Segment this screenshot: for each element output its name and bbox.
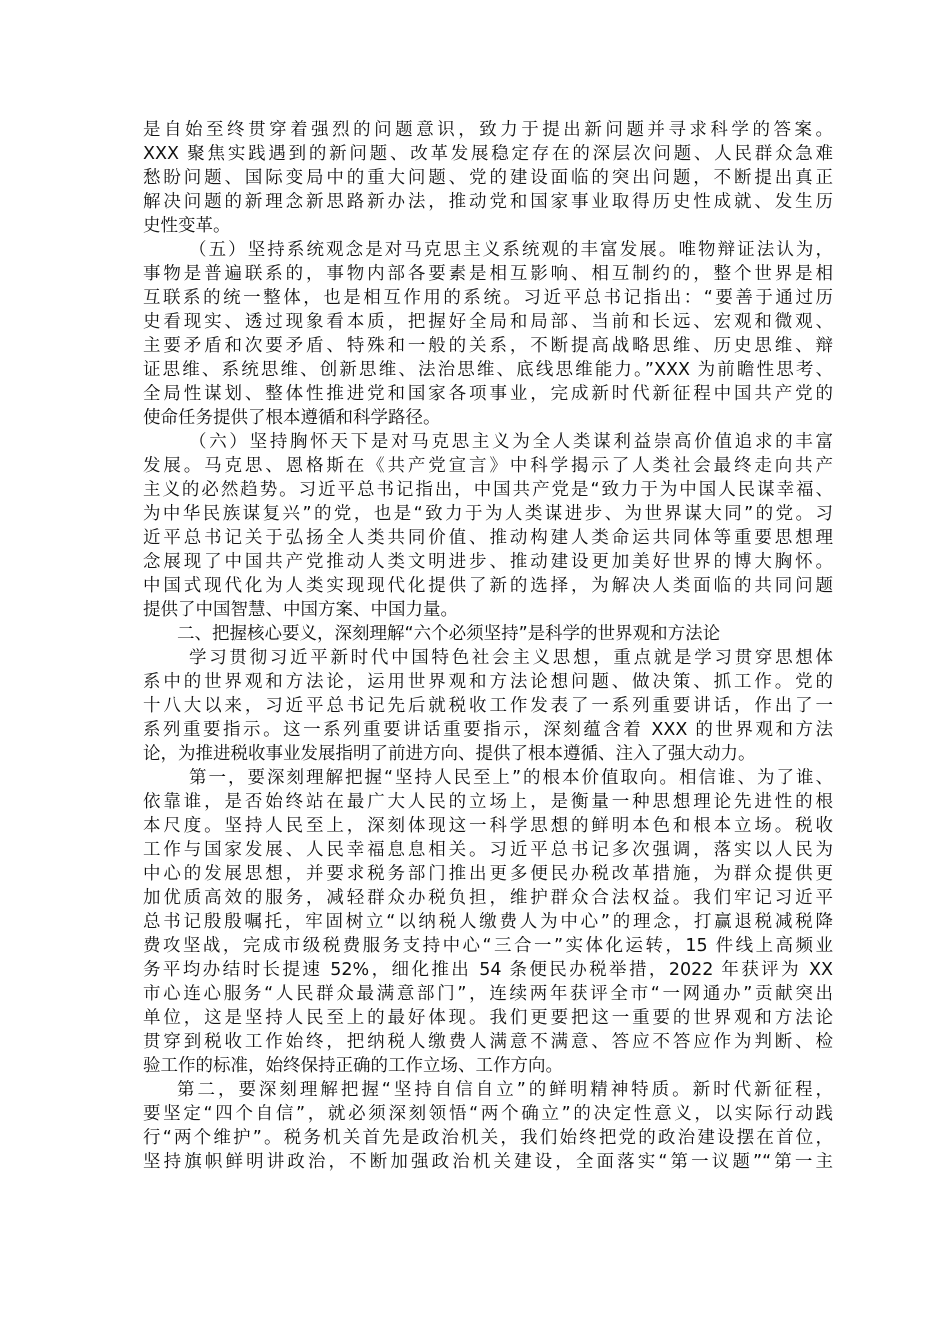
- text-line: 念展现了中国共产党推动人类文明进步、推动建设更加美好世界的博大胸怀。: [143, 552, 833, 572]
- text-line: 是自始至终贯穿着强烈的问题意识，致力于提出新问题并寻求科学的答案。: [143, 120, 833, 140]
- text-line: 行“两个维护”。税务机关首先是政治机关，我们始终把党的政治建设摆在首位，: [143, 1128, 833, 1148]
- text-line: 主义的必然趋势。习近平总书记指出，中国共产党是“致力于为中国人民谋幸福、: [143, 480, 833, 500]
- text-line: 加优质高效的服务，减轻群众办税负担，维护群众合法权益。我们牢记习近平: [143, 888, 833, 908]
- text-line: 提供了中国智慧、中国方案、中国力量。: [143, 600, 458, 620]
- text-line: 中心的发展思想，并要求税务部门推出更多便民办税改革措施，为群众提供更: [143, 864, 833, 884]
- text-line: 十八大以来，习近平总书记先后就税收工作发表了一系列重要讲话，作出了一: [143, 696, 833, 716]
- text-line: 为中华民族谋复兴”的党，也是“致力于为人类谋进步、为世界谋大同”的党。习: [143, 504, 833, 524]
- section-heading: 二、把握核心要义，深刻理解“六个必须坚持”是科学的世界观和方法论: [177, 624, 721, 644]
- text-line: 工作与国家发展、人民幸福息息相关。习近平总书记多次强调，落实以人民为: [143, 840, 833, 860]
- text-line: 第一，要深刻理解把握“坚持人民至上”的根本价值取向。相信谁、为了谁、: [189, 768, 833, 788]
- text-line: 依靠谁，是否始终站在最广大人民的立场上，是衡量一种思想理论先进性的根: [143, 792, 833, 812]
- text-line: 费攻坚战，完成市级税费服务支持中心“三合一”实体化运转，15 件线上高频业: [143, 936, 833, 956]
- text-line: 论，为推进税收事业发展指明了前进方向、提供了根本遵循、注入了强大动力。: [143, 744, 756, 764]
- text-line: 学习贯彻习近平新时代中国特色社会主义思想，重点就是学习贯穿思想体: [189, 648, 833, 668]
- text-line: 验工作的标准，始终保持正确的工作立场、工作方向。: [143, 1056, 563, 1076]
- text-line: （五）坚持系统观念是对马克思主义系统观的丰富发展。唯物辩证法认为，: [189, 240, 833, 260]
- text-line: 主要矛盾和次要矛盾、特殊和一般的关系，不断提高战略思维、历史思维、辩: [143, 336, 833, 356]
- text-line: 史看现实、透过现象看本质，把握好全局和局部、当前和长远、宏观和微观、: [143, 312, 833, 332]
- text-line: 贯穿到税收工作始终，把纳税人缴费人满意不满意、答应不答应作为判断、检: [143, 1032, 833, 1052]
- text-line: XXX 聚焦实践遇到的新问题、改革发展稳定存在的深层次问题、人民群众急难: [143, 144, 833, 164]
- text-line: （六）坚持胸怀天下是对马克思主义为全人类谋利益崇高价值追求的丰富: [189, 432, 833, 452]
- text-line: 发展。马克思、恩格斯在《共产党宣言》中科学揭示了人类社会最终走向共产: [143, 456, 833, 476]
- text-line: 事物是普遍联系的，事物内部各要素是相互影响、相互制约的，整个世界是相: [143, 264, 833, 284]
- text-line: 本尺度。坚持人民至上，深刻体现这一科学思想的鲜明本色和根本立场。税收: [143, 816, 833, 836]
- text-line: 互联系的统一整体，也是相互作用的系统。习近平总书记指出：“要善于通过历: [143, 288, 833, 308]
- text-line: 使命任务提供了根本遵循和科学路径。: [143, 408, 441, 428]
- text-line: 史性变革。: [143, 216, 231, 236]
- text-line: 中国式现代化为人类实现现代化提供了新的选择，为解决人类面临的共同问题: [143, 576, 833, 596]
- text-line: 单位，这是坚持人民至上的最好体现。我们更要把这一重要的世界观和方法论: [143, 1008, 833, 1028]
- text-line: 证思维、系统思维、创新思维、法治思维、底线思维能力。”XXX 为前瞻性思考、: [143, 360, 833, 380]
- text-line: 系列重要指示。这一系列重要讲话重要指示，深刻蕴含着 XXX 的世界观和方法: [143, 720, 833, 740]
- text-line: 要坚定“四个自信”，就必须深刻领悟“两个确立”的决定性意义，以实际行动践: [143, 1104, 833, 1124]
- text-line: 解决问题的新理念新思路新办法，推动党和国家事业取得历史性成就、发生历: [143, 192, 833, 212]
- text-line: 务平均办结时长提速 52%，细化推出 54 条便民办税举措，2022 年获评为 XX: [143, 960, 833, 980]
- text-line: 坚持旗帜鲜明讲政治，不断加强政治机关建设，全面落实“第一议题”“第一主: [143, 1152, 833, 1172]
- text-line: 第二，要深刻理解把握“坚持自信自立”的鲜明精神特质。新时代新征程，: [177, 1080, 833, 1100]
- text-line: 市心连心服务“人民群众最满意部门”，连续两年获评全市“一网通办”贡献突出: [143, 984, 833, 1004]
- text-line: 近平总书记关于弘扬全人类共同价值、推动构建人类命运共同体等重要思想理: [143, 528, 833, 548]
- text-line: 系中的世界观和方法论，运用世界观和方法论想问题、做决策、抓工作。党的: [143, 672, 833, 692]
- text-line: 全局性谋划、整体性推进党和国家各项事业，完成新时代新征程中国共产党的: [143, 384, 833, 404]
- text-line: 总书记殷殷嘱托，牢固树立“以纳税人缴费人为中心”的理念，打赢退税减税降: [143, 912, 833, 932]
- document-page: [143, 118, 833, 1174]
- text-line: 愁盼问题、国际变局中的重大问题、党的建设面临的突出问题，不断提出真正: [143, 168, 833, 188]
